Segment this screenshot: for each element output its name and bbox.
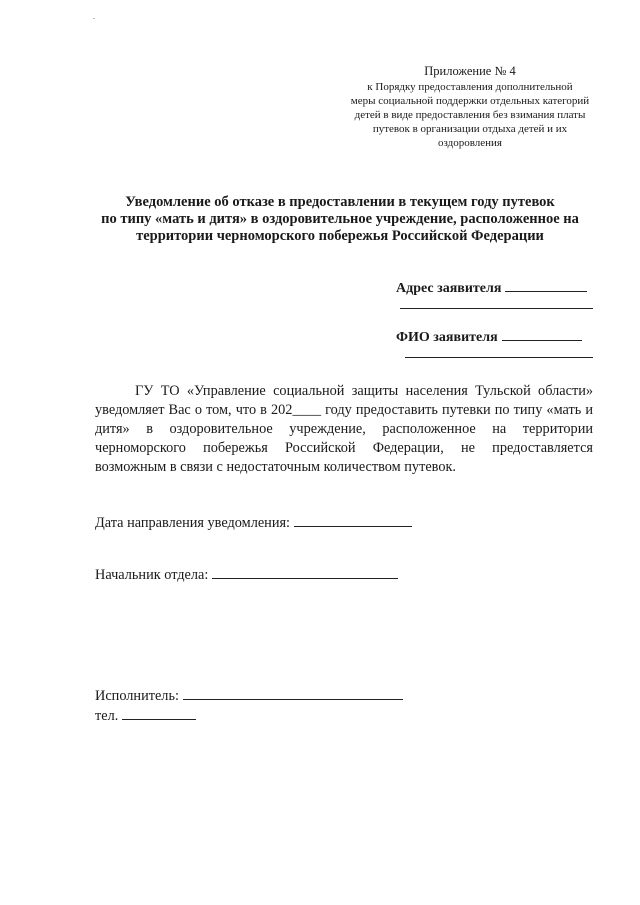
phone-field — [95, 705, 196, 725]
date-label: Дата направления уведомления: — [95, 515, 291, 531]
applicant-name-label: ФИО заявителя — [396, 330, 498, 345]
executor-label: Исполнитель: — [95, 688, 179, 704]
applicant-address — [396, 277, 587, 297]
title-line: Уведомление об отказе в предоставлении в текущем году путевок — [125, 194, 555, 210]
executor-blank — [183, 685, 403, 700]
date-field — [95, 512, 412, 532]
appendix-block — [320, 64, 620, 150]
appendix-line: к Порядку предоставления дополнительной — [367, 81, 573, 93]
phone-label: тел. — [95, 708, 119, 724]
applicant-name-blank — [502, 326, 582, 341]
scan-speck — [93, 18, 95, 19]
notification-body — [95, 382, 593, 477]
head-label: Начальник отдела: — [95, 567, 209, 583]
executor-field — [95, 685, 403, 705]
title-line: территории черноморского побережья Российской Федерации — [136, 228, 544, 244]
title-line: по типу «мать и дитя» в оздоровительное учреждение, расположенное на — [101, 211, 579, 227]
phone-blank — [122, 705, 196, 720]
appendix-number: Приложение № 4 — [424, 64, 516, 78]
appendix-line: детей в виде предоставления без взимания платы — [354, 109, 586, 121]
applicant-address-underline — [400, 308, 593, 309]
head-field — [95, 564, 398, 584]
applicant-name — [396, 326, 582, 346]
head-signature-blank — [212, 564, 398, 579]
applicant-address-label: Адрес заявителя — [396, 281, 502, 296]
applicant-address-blank — [505, 277, 587, 292]
document-title — [80, 194, 600, 245]
notification-paragraph: ГУ ТО «Управление социальной защиты населения Тульской области» уведомляет Вас о том, что в 202____ году предоставить путевки по типу «мать и дитя» в оздоровительное учреждение, расположенное на территории черноморского побережья Российской Федерации, не предоставляется возможным в связи с недостаточным количеством путевок. — [95, 383, 593, 475]
date-blank — [294, 512, 412, 527]
appendix-line: оздоровления — [438, 137, 502, 149]
appendix-line: путевок в организации отдыха детей и их — [372, 123, 568, 135]
applicant-name-underline — [405, 357, 593, 358]
appendix-line: меры социальной поддержки отдельных категорий — [350, 95, 590, 107]
